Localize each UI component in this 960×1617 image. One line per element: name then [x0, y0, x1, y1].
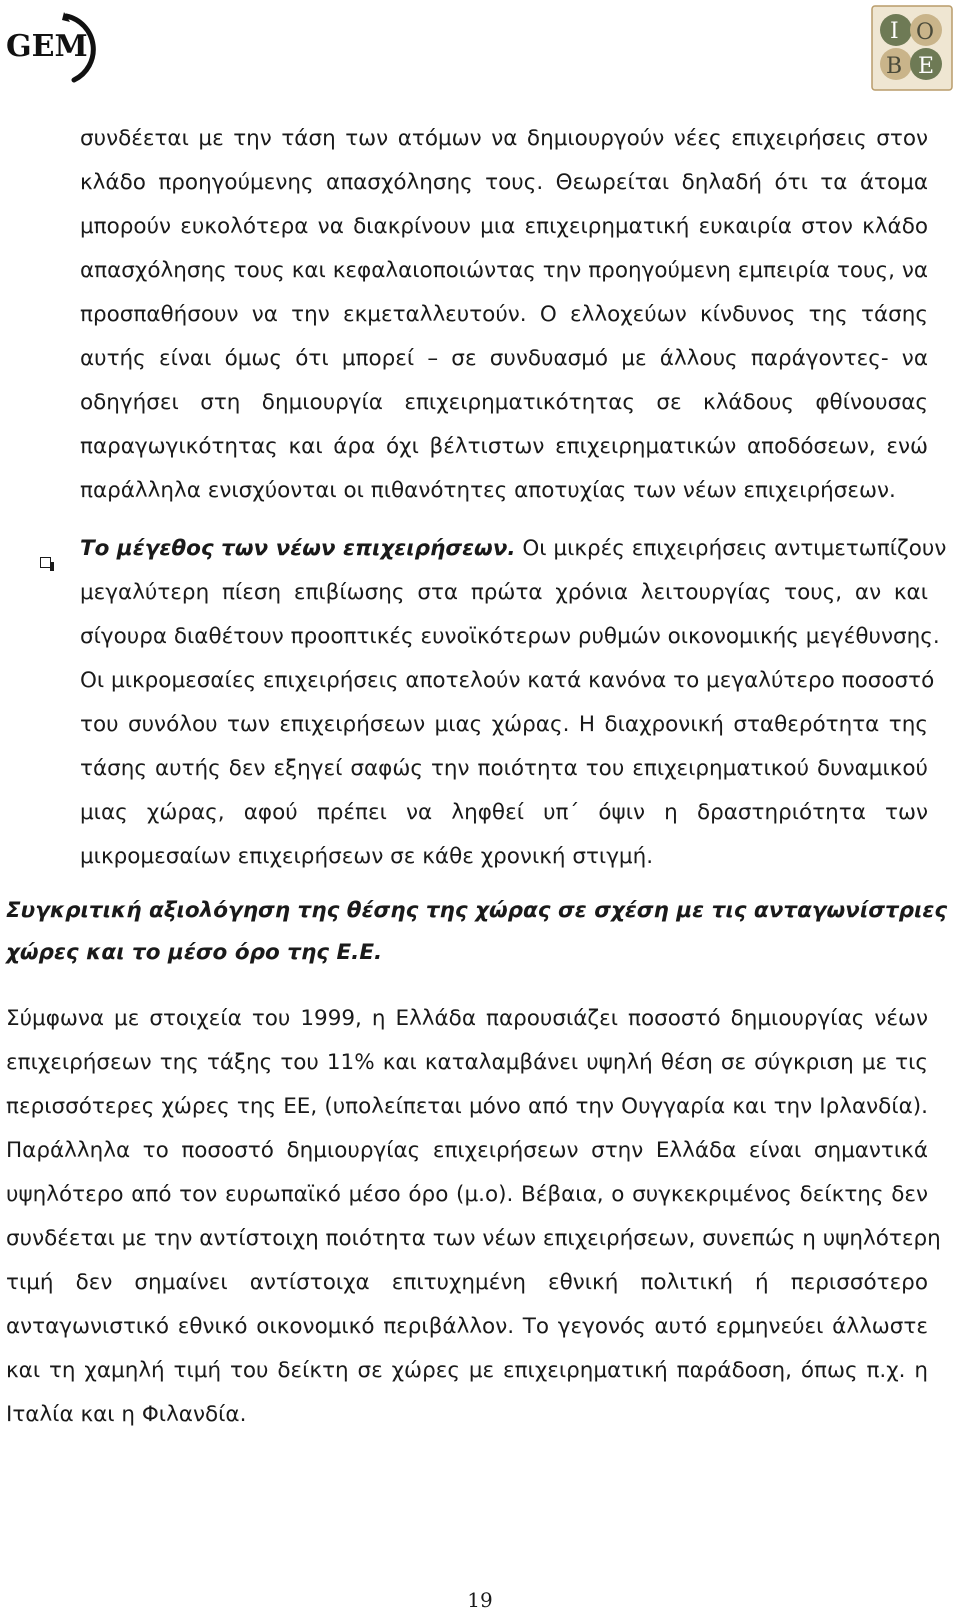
text-line: επιχειρήσεων της τάξης του 11% και καταλαμβάνει υψηλή θέση σε σύγκριση με τις — [6, 1050, 928, 1075]
heading-line-2: χώρες και το μέσο όρο της Ε.Ε. — [6, 940, 383, 965]
bullet-first-line — [80, 534, 947, 564]
text-line: μεγαλύτερη πίεση επιβίωσης στα πρώτα χρόνια λειτουργίας τους, αν και — [80, 580, 928, 605]
text-line: προσπαθήσουν να την εκμεταλλευτούν. Ο ελλοχεύων κίνδυνος της τάσης — [80, 302, 928, 327]
text-line: μικρομεσαίων επιχειρήσεων σε κάθε χρονική στιγμή. — [80, 844, 654, 869]
text-line: ανταγωνιστικό εθνικό οικονομικό περιβάλλον. Το γεγονός αυτό ερμηνεύει άλλωστε — [6, 1314, 928, 1339]
text-line: Παράλληλα το ποσοστό δημιουργίας επιχειρήσεων στην Ελλάδα είναι σημαντικά — [6, 1138, 928, 1163]
text-line: συνδέεται με την αντίστοιχη ποιότητα των νέων επιχειρήσεων, συνεπώς η υψηλότερη — [6, 1226, 941, 1251]
iobe-letter-4: E — [918, 54, 935, 79]
text-line: οδηγήσει στη δημιουργία επιχειρηματικότητας σε κλάδους φθίνουσας — [80, 390, 928, 415]
gem-logo-icon — [4, 10, 96, 88]
iobe-letter-1: I — [890, 19, 899, 44]
page-number: 19 — [467, 1588, 493, 1612]
text-line: τιμή δεν σημαίνει αντίστοιχα επιτυχημένη εθνική πολιτική ή περισσότερο — [6, 1270, 928, 1295]
bullet-first-line-rest: Οι μικρές επιχειρήσεις αντιμετωπίζουν — [515, 536, 947, 561]
iobe-letter-3: B — [886, 54, 903, 79]
bullet-square-icon — [40, 557, 51, 568]
text-line: συνδέεται με την τάση των ατόμων να δημιουργούν νέες επιχειρήσεις στον — [80, 126, 928, 151]
text-line: και τη χαμηλή τιμή του δείκτη σε χώρες με επιχειρηματική παράδοση, όπως π.χ. η — [6, 1358, 928, 1383]
text-line: περισσότερες χώρες της ΕΕ, (υπολείπεται μόνο από την Ουγγαρία και την Ιρλανδία). — [6, 1094, 928, 1119]
text-line: υψηλότερο από τον ευρωπαϊκό μέσο όρο (μ.ο). Βέβαια, ο συγκεκριμένος δείκτης δεν — [6, 1182, 928, 1207]
text-line: του συνόλου των επιχειρήσεων μιας χώρας. Η διαχρονική σταθερότητα της — [80, 712, 928, 737]
text-line: παράλληλα ενισχύονται οι πιθανότητες αποτυχίας των νέων επιχειρήσεων. — [80, 478, 896, 503]
text-line: κλάδο προηγούμενης απασχόλησης τους. Θεωρείται δηλαδή ότι τα άτομα — [80, 170, 928, 195]
text-line: μπορούν ευκολότερα να διακρίνουν μια επιχειρηματική ευκαιρία στον κλάδο — [80, 214, 928, 239]
text-line: αυτής είναι όμως ότι μπορεί – σε συνδυασμό με άλλους παράγοντες- να — [80, 346, 928, 371]
text-line: παραγωγικότητας και άρα όχι βέλτιστων επιχειρηματικών αποδόσεων, ενώ — [80, 434, 928, 459]
text-line: Οι μικρομεσαίες επιχειρήσεις αποτελούν κατά κανόνα το μεγαλύτερο ποσοστό — [80, 668, 935, 693]
text-line: σίγουρα διαθέτουν προοπτικές ευνοϊκότερων ρυθμών οικονομικής μεγέθυνσης. — [80, 624, 940, 649]
text-line: τάσης αυτής δεν εξηγεί σαφώς την ποιότητα του επιχειρηματικού δυναμικού — [80, 756, 928, 781]
text-line: μιας χώρας, αφού πρέπει να ληφθεί υπ΄ όψιν η δραστηριότητα των — [80, 800, 928, 825]
gem-logo-text: GEM — [6, 29, 88, 64]
iobe-logo-icon — [870, 4, 954, 92]
text-line: Σύμφωνα με στοιχεία του 1999, η Ελλάδα παρουσιάζει ποσοστό δημιουργίας νέων — [6, 1006, 928, 1031]
heading-line-1: Συγκριτική αξιολόγηση της θέσης της χώρας σε σχέση με τις ανταγωνίστριες — [6, 898, 948, 923]
iobe-letter-2: O — [916, 20, 935, 45]
text-line: απασχόλησης τους και κεφαλαιοποιώντας την προηγούμενη εμπειρία τους, να — [80, 258, 928, 283]
text-line: Ιταλία και η Φιλανδία. — [6, 1402, 247, 1427]
bullet-heading: Το μέγεθος των νέων επιχειρήσεων. — [80, 536, 516, 561]
